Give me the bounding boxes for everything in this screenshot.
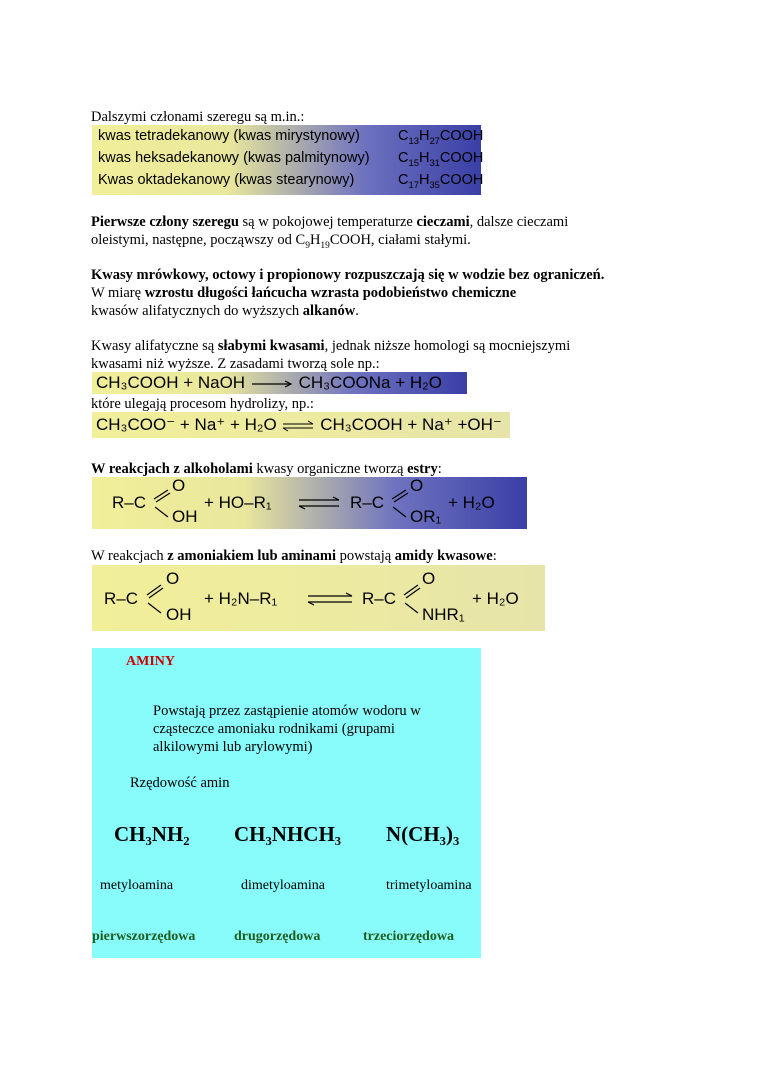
aminy-desc-line: cząsteczce amoniaku rodnikami (grupami (153, 721, 395, 737)
para-solubility: Kwasy mrówkowy, octowy i propionowy rozpuszczają się w wodzie bez ograniczeń. W miarę wzrostu długości łańcucha wzrasta podobieństwo chemiczne kwasów alifatycznych do wyższych alkanów. (91, 267, 605, 319)
amine-formula: CH₃NH₂ (114, 822, 190, 846)
eq2-lhs: CH₃COO⁻ + Na⁺ + H₂O (96, 415, 277, 434)
amine-formula: N(CH₃)₃ (386, 822, 460, 846)
bond-lines-icon (145, 579, 167, 617)
amidation-equation: R–C O OH + H₂N–R₁ R–C O NHR₁ + H₂O (92, 565, 545, 631)
bond-lines-icon (402, 579, 424, 617)
aminy-title: AMINY (126, 654, 175, 669)
acid-formula: $C_{15}H_{31}COOH$ (398, 150, 484, 168)
acid-row (98, 172, 484, 194)
aminy-desc-line: alkilowymi lub arylowymi) (153, 739, 313, 755)
acid-formula: $C_{13}H_{27}COOH$ (398, 128, 484, 146)
amine-order-label: Rzędowość amin (130, 775, 230, 791)
bond-lines-icon (390, 485, 412, 521)
para-esters: W reakcjach z alkoholami kwasy organiczne tworzą estry: (91, 461, 442, 477)
para-acidity: Kwasy alifatyczne są słabymi kwasami, jednak niższe homologi są mocniejszymi kwasami niż wyższe. Z zasadami tworzą sole np.: (91, 338, 571, 372)
eq1-rhs: CH₃COONa + H₂O (298, 373, 442, 392)
acid-row (98, 128, 484, 150)
reaction-arrow-icon (250, 379, 294, 389)
para-states: Pierwsze człony szeregu są w pokojowej temperaturze cieczami, dalsze cieczami oleistymi, następne, począwszy od $C_9H_{19}COOH$, ciałami stałymi. (91, 214, 569, 251)
equilibrium-arrow-icon (281, 420, 315, 432)
eq2-rhs: CH₃COOH + Na⁺ +OH⁻ (320, 415, 502, 434)
esterification-equation: R–C O OH + HO–R₁ R–C O OR₁ + H₂O (92, 477, 527, 529)
amine-name: dimetyloamina (241, 878, 325, 893)
para-amides: W reakcjach z amoniakiem lub aminami powstają amidy kwasowe: (91, 548, 497, 564)
amine-order: pierwszorzędowa (92, 929, 196, 944)
acid-name: Kwas oktadekanowy (kwas stearynowy) (98, 172, 355, 188)
amine-name: metyloamina (100, 878, 174, 893)
acid-name: kwas heksadekanowy (kwas palmitynowy) (98, 150, 370, 166)
amine-formula: CH₃NHCH₃ (234, 822, 342, 846)
bond-lines-icon (152, 485, 174, 521)
amine-order: drugorzędowa (234, 929, 321, 944)
amine-name: trimetyloamina (386, 878, 472, 893)
intro-text: Dalszymi członami szeregu są m.in.: (91, 109, 305, 125)
acid-row (98, 150, 484, 172)
acid-name: kwas tetradekanowy (kwas mirystynowy) (98, 128, 360, 144)
acid-formula: $C_{17}H_{35}COOH$ (398, 172, 484, 190)
aminy-section (92, 648, 481, 958)
amine-order: trzeciorzędowa (363, 929, 454, 944)
acids-table (92, 125, 484, 195)
hydrolysis-equation (92, 412, 510, 438)
hydrolysis-text: które ulegają procesom hydrolizy, np.: (91, 396, 314, 412)
equilibrium-arrow-icon (306, 592, 354, 606)
neutralization-equation (92, 372, 467, 394)
aminy-desc-line: Powstają przez zastąpienie atomów wodoru w (153, 703, 421, 719)
eq1-lhs: CH₃COOH + NaOH (96, 373, 246, 392)
equilibrium-arrow-icon (297, 496, 341, 510)
